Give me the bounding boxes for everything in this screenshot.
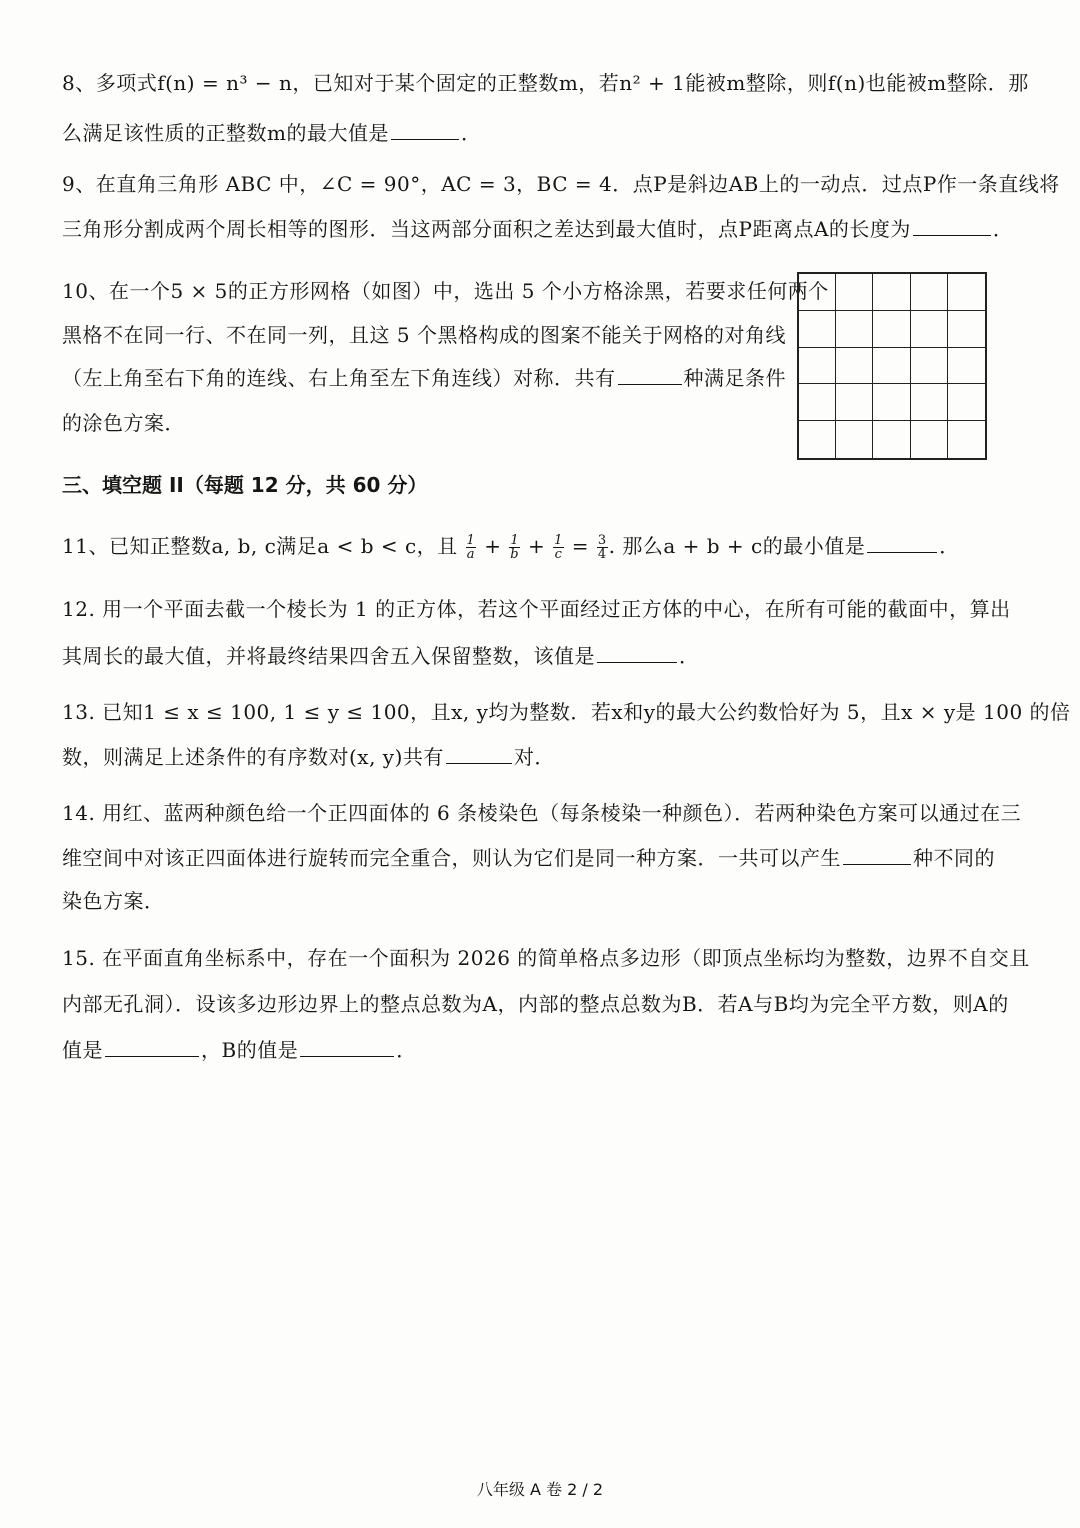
grid-cell: [799, 348, 836, 385]
grid-cell: [873, 384, 910, 421]
grid-cell: [836, 384, 873, 421]
q15-answer-blank-b[interactable]: [300, 1034, 394, 1057]
q14-text: 维空间中对该正四面体进行旋转而完全重合，则认为它们是同一种方案．一共可以产生: [62, 846, 841, 870]
grid-cell: [873, 348, 910, 385]
q15-text-b: ，B的值是: [201, 1038, 299, 1062]
page-footer: 八年级 A 卷 2 / 2: [476, 1480, 604, 1499]
grid-cell: [948, 274, 985, 311]
grid-cell: [948, 421, 985, 458]
q15-line-2: 内部无孔洞）．设该多边形边界上的整点总数为A，内部的整点总数为B．若A与B均为完全平方数，则A的: [62, 992, 1009, 1016]
equals-sign: =: [571, 534, 589, 558]
grid-cell: [911, 348, 948, 385]
grid-cell: [948, 311, 985, 348]
q10-line-4: 的涂色方案．: [62, 411, 185, 435]
grid-cell: [873, 311, 910, 348]
grid-cell: [836, 348, 873, 385]
section-heading: 三、填空题 II（每题 12 分，共 60 分）: [62, 473, 428, 497]
q12-period: ．: [679, 644, 700, 668]
q12-line-2: [62, 640, 700, 670]
plus-sign: +: [527, 534, 546, 558]
q15-period: ．: [396, 1038, 417, 1062]
fraction-3-over-4: $\frac{3}{4}$: [597, 533, 607, 562]
fraction-1-over-a: $\frac{1}{a}$: [466, 533, 476, 562]
q13-line-1: 13. 已知1 ≤ x ≤ 100, 1 ≤ y ≤ 100，且x, y均为整数．若x和y的最大公约数恰好为 5，且x × y是 100 的倍: [62, 700, 1071, 724]
q8-line-2: [62, 117, 481, 147]
q13-line-2: [62, 741, 555, 771]
q10-text: （左上角至右下角的连线、右上角至左下角连线）对称．共有: [62, 366, 616, 390]
grid-cell: [948, 348, 985, 385]
q14-line-1: 14. 用红、蓝两种颜色给一个正四面体的 6 条棱染色（每条棱染一种颜色）．若两种染色方案可以通过在三: [62, 801, 1022, 825]
q11-period: ．: [939, 534, 960, 558]
grid-cell: [873, 274, 910, 311]
q10-answer-blank[interactable]: [618, 362, 682, 385]
q15-answer-blank-a[interactable]: [105, 1034, 199, 1057]
q11-answer-blank[interactable]: [867, 530, 937, 553]
grid-cell: [836, 421, 873, 458]
grid-cell: [799, 311, 836, 348]
q11-text-mid: . 那么a + b + c的最小值是: [608, 534, 866, 558]
grid-cell: [799, 274, 836, 311]
grid-cell: [911, 311, 948, 348]
plus-sign: +: [484, 534, 502, 558]
q12-answer-blank[interactable]: [597, 640, 677, 663]
q14-text-after: 种不同的: [913, 846, 995, 870]
q8-text: 么满足该性质的正整数m的最大值是: [62, 121, 389, 145]
q15-line-1: 15. 在平面直角坐标系中，存在一个面积为 2026 的简单格点多边形（即顶点坐标均为整数，边界不自交且: [62, 946, 1030, 970]
q12-line-1: 12. 用一个平面去截一个棱长为 1 的正方体，若这个平面经过正方体的中心，在所有可能的截面中，算出: [62, 597, 1011, 621]
fraction-1-over-b: $\frac{1}{b}$: [510, 533, 520, 562]
q11-text: 11、已知正整数a, b, c满足a < b < c，且: [62, 534, 458, 558]
q10-line-3: [62, 362, 786, 392]
q14-line-2: [62, 842, 995, 872]
q9-line-2: [62, 213, 1013, 243]
grid-cell: [911, 274, 948, 311]
q10-text-after: 种满足条件: [683, 366, 786, 390]
q10-line-2: 黑格不在同一行、不在同一列，且这 5 个黑格构成的图案不能关于网格的对角线: [62, 323, 786, 347]
q9-answer-blank[interactable]: [913, 213, 991, 236]
grid-cell: [799, 421, 836, 458]
grid-cell: [873, 421, 910, 458]
q8-line-1: 8、多项式f(n) = n³ − n，已知对于某个固定的正整数m，若n² + 1能被m整除，则f(n)也能被m整除．那: [62, 71, 1029, 95]
grid-cell: [911, 384, 948, 421]
q13-text: 数，则满足上述条件的有序数对(x, y)共有: [62, 745, 444, 769]
grid-cell: [836, 274, 873, 311]
q13-text-after: 对．: [513, 745, 555, 769]
q15-text-a: 值是: [62, 1038, 103, 1062]
fraction-1-over-c: $\frac{1}{c}$: [554, 533, 563, 562]
q12-text: 其周长的最大值，并将最终结果四舍五入保留整数，该值是: [62, 644, 595, 668]
q9-text: 三角形分割成两个周长相等的图形．当这两部分面积之差达到最大值时，点P距离点A的长度为: [62, 217, 911, 241]
q8-period: ．: [460, 121, 482, 145]
q13-answer-blank[interactable]: [446, 741, 512, 764]
q11-line-1: [62, 528, 960, 564]
q8-answer-blank[interactable]: [391, 117, 459, 140]
q14-line-3: 染色方案．: [62, 889, 165, 913]
q14-answer-blank[interactable]: [843, 842, 911, 865]
q10-line-1: 10、在一个5 × 5的正方形网格（如图）中，选出 5 个小方格涂黑，若要求任何两个: [62, 279, 829, 303]
grid-cell: [948, 384, 985, 421]
five-by-five-grid: [797, 272, 987, 460]
q9-period: ．: [992, 217, 1014, 241]
grid-cell: [799, 384, 836, 421]
q15-line-3: [62, 1034, 417, 1064]
grid-cell: [911, 421, 948, 458]
q9-line-1: 9、在直角三角形 ABC 中，∠C = 90°，AC = 3，BC = 4．点P是斜边AB上的一动点．过点P作一条直线将: [62, 172, 1060, 196]
grid-cell: [836, 311, 873, 348]
